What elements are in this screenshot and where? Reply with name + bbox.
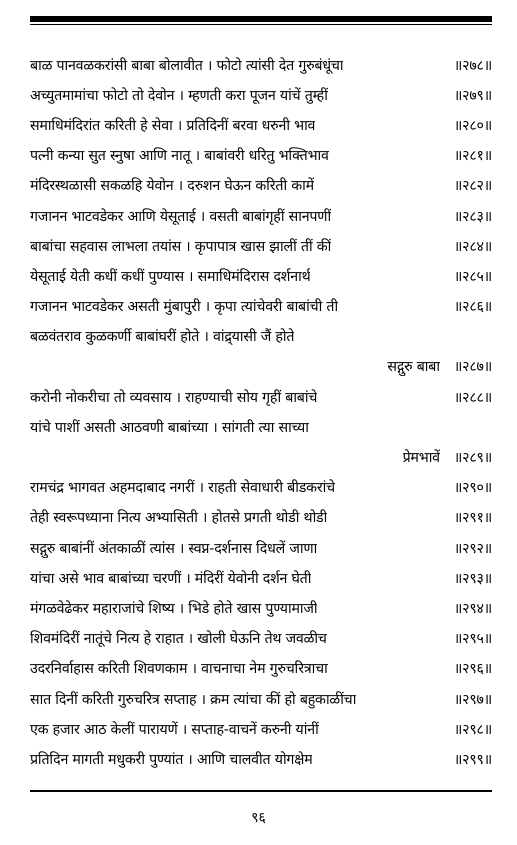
verse-number: ॥२९७॥ [453, 691, 492, 708]
verse-line [30, 382, 492, 412]
top-rule [30, 16, 492, 22]
verse-line [30, 624, 492, 654]
verse-text: मंगळवेढेकर महाराजांचे शिष्य । भिडे होते खास पुण्यामाजी [30, 600, 318, 617]
verse-number: ॥२९५॥ [453, 631, 492, 648]
verse-number: ॥२८७॥ [453, 359, 492, 376]
verse-number: ॥२९४॥ [453, 600, 492, 617]
verse-text: येसूताई येती कधीं कधीं पुण्यास । समाधिमंदिरास दर्शनार्थ [30, 268, 311, 285]
verse-text: प्रेमभावें [402, 450, 440, 467]
verse-line [30, 503, 492, 533]
verse-text: तेही स्वरूपध्याना नित्य अभ्यासिती । होतसे प्रगती थोडी थोडी [30, 510, 328, 527]
verse-number: ॥२९१॥ [453, 510, 492, 527]
verse-number: ॥२८२॥ [453, 178, 492, 195]
verse-text: प्रतिदिन मागती मधुकरी पुण्यांत । आणि चालवीत योगक्षेम [30, 751, 313, 768]
verse-list [30, 50, 492, 775]
verse-line [30, 442, 492, 472]
verse-text: पत्नी कन्या सुत स्नुषा आणि नातू । बाबांवरी धरितु भक्तिभाव [30, 148, 329, 165]
verse-line [30, 141, 492, 171]
bottom-rule [30, 790, 492, 792]
verse-text: सात दिनीं करिती गुरुचरित्र सप्ताह । क्रम त्यांचा कीं हो बहुकाळींचा [30, 691, 357, 708]
verse-number: ॥२९८॥ [453, 721, 492, 738]
verse-line [30, 171, 492, 201]
verse-text: सद्गुरु बाबा [387, 359, 440, 376]
verse-text: एक हजार आठ केलीं पारायणें । सप्ताह-वाचनें करुनी यांनीं [30, 721, 319, 738]
verse-line [30, 352, 492, 382]
verse-number: ॥२८५॥ [453, 268, 492, 285]
verse-text: यांचे पाशीं असती आठवणी बाबांच्या । सांगती त्या साच्या [30, 419, 309, 436]
verse-number: ॥२९३॥ [453, 570, 492, 587]
verse-text: करोनी नोकरीचा तो व्यवसाय । राहण्याची सोय गृहीं बाबांचे [30, 389, 318, 406]
verse-line [30, 593, 492, 623]
verse-number: ॥२८९॥ [453, 450, 492, 467]
verse-line [30, 654, 492, 684]
verse-line [30, 563, 492, 593]
verse-line [30, 533, 492, 563]
verse-text: समाधिमंदिरांत करिती हे सेवा । प्रतिदिनीं बरवा धरुनी भाव [30, 117, 316, 134]
verse-number: ॥२८८॥ [453, 389, 492, 406]
verse-text: रामचंद्र भागवत अहमदाबाद नगरीं । राहती सेवाधारी बीडकरांचे [30, 480, 335, 497]
page-number: ९६ [251, 810, 266, 826]
verse-line [30, 714, 492, 744]
verse-line [30, 292, 492, 322]
verse-text: अच्युतमामांचा फोटो तो देवोन । म्हणती करा पूजन यांचें तुम्हीं [30, 87, 328, 104]
verse-line [30, 231, 492, 261]
verse-number: ॥२९२॥ [453, 540, 492, 557]
verse-text: सद्गुरु बाबांनीं अंतकाळीं त्यांस । स्वप्न-दर्शनास दिधलें जाणा [30, 540, 318, 557]
verse-line [30, 80, 492, 110]
verse-text: बळवंतराव कुळकर्णी बाबांघरीं होते । वांद्र्यासी जैं होते [30, 329, 295, 346]
top-rule-thin [30, 24, 492, 25]
verse-number: ॥२८१॥ [453, 148, 492, 165]
verse-line [30, 744, 492, 774]
verse-line [30, 110, 492, 140]
verse-line [30, 261, 492, 291]
verse-line [30, 684, 492, 714]
verse-text: शिवमंदिरीं नातूंचे नित्य हे राहात । खोली घेऊनि तेथ जवळीच [30, 631, 327, 648]
verse-line [30, 201, 492, 231]
verse-text: गजानन भाटवडेकर आणि येसूताई । वसती बाबांगृहीं सानपणीं [30, 208, 331, 225]
verse-text: बाबांचा सहवास लाभला तयांस । कृपापात्र खास झालीं तीं कीं [30, 238, 332, 255]
verse-text: गजानन भाटवडेकर असती मुंबापुरी । कृपा त्यांचेवरी बाबांची ती [30, 299, 338, 316]
verse-text: बाळ पानवळकरांसी बाबा बोलावीत । फोटो त्यांसी देत गुरुबंधूंचा [30, 57, 344, 74]
verse-number: ॥२९०॥ [453, 480, 492, 497]
verse-line [30, 322, 492, 352]
verse-number: ॥२८३॥ [453, 208, 492, 225]
verse-text: मंदिरस्थळासी सकळहि येवोन । दरुशन घेऊन करिती कामें [30, 178, 314, 195]
verse-number: ॥२९९॥ [453, 751, 492, 768]
verse-line [30, 473, 492, 503]
verse-number: ॥२८४॥ [453, 238, 492, 255]
verse-line [30, 50, 492, 80]
verse-line [30, 412, 492, 442]
verse-number: ॥२८०॥ [453, 117, 492, 134]
verse-text: यांचा असे भाव बाबांच्या चरणीं । मंदिरीं येवोनी दर्शन घेती [30, 570, 312, 587]
verse-number: ॥२९६॥ [453, 661, 492, 678]
verse-number: ॥२७८॥ [453, 57, 492, 74]
verse-number: ॥२७९॥ [453, 87, 492, 104]
verse-number: ॥२८६॥ [453, 299, 492, 316]
verse-text: उदरनिर्वाहास करिती शिवणकाम । वाचनाचा नेम गुरुचरित्राचा [30, 661, 328, 678]
